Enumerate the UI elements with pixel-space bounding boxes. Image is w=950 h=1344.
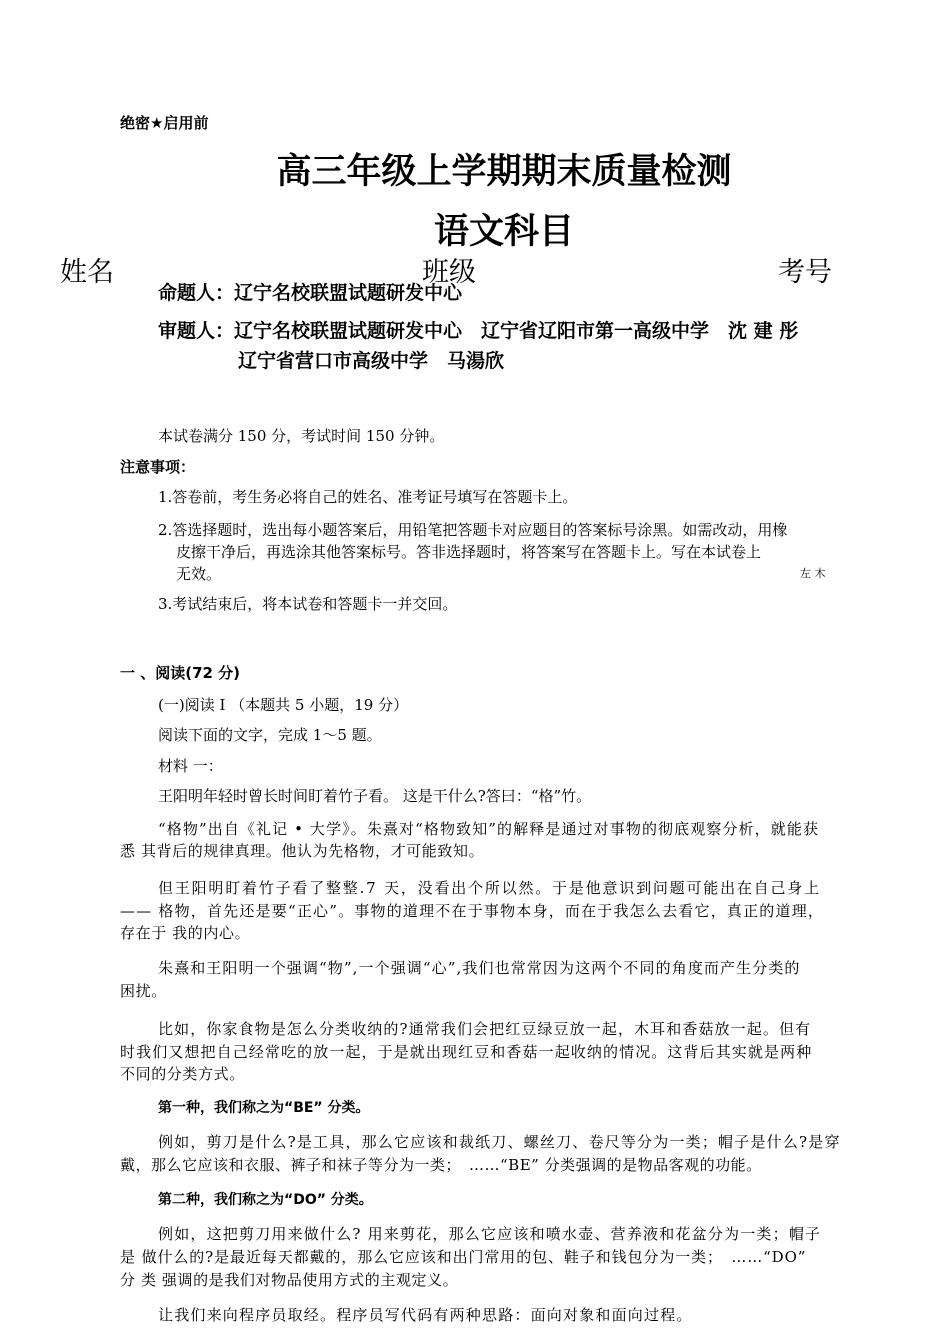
name-label: 姓名 [60,257,114,288]
paragraph-line: 不同的分类方式。 [120,1065,245,1083]
reviewer-line: 审题人：辽宁名校联盟试题研发中心 辽宁省辽阳市第一高级中学 沈 建 彤 [158,320,799,342]
paragraph-line: 朱熹和王阳明一个强调“物”,一个强调“心”,我们也常常因为这两个不同的角度而产生分类的 [158,959,801,977]
paragraph-line: 但王阳明盯着竹子看了整整.7 天，没看出个所以然。于是他意识到问题可能出在自己身上 [158,879,821,897]
exam-title: 高三年级上学期期末质量检测 [276,151,732,192]
paragraph-line: 例如，剪刀是什么?是工具，那么它应该和裁纸刀、螺丝刀、卷尺等分为一类；帽子是什么?是穿 [158,1133,841,1151]
secret-mark: 绝密★启用前 [120,114,209,132]
notice-item-3: 3.考试结束后，将本试卷和答题卡一并交回。 [158,595,458,613]
paragraph-line: 王阳明年轻时曾长时间盯着竹子看。 这是干什么?答曰：“格”竹。 [158,787,592,805]
instruction: 阅读下面的文字，完成 1～5 题。 [158,726,382,744]
paragraph-line: “格物”出自《礼记 • 大学》。朱熹对“格物致知”的解释是通过对事物的彻底观察分析，就能获 [158,820,820,838]
score-time-note: 本试卷满分 150 分，考试时间 150 分钟。 [158,427,445,445]
paragraph-line: 例如，这把剪刀用来做什么? 用来剪花，那么它应该和喷水壶、营养液和花盆分为一类；帽子 [158,1225,822,1243]
paragraph-line: 戴，那么它应该和衣服、裤子和袜子等分为一类； ……“BE” 分类强调的是物品客观的功能。 [120,1156,762,1174]
author-line: 命题人：辽宁名校联盟试题研发中心 [158,282,463,304]
category-heading-do: 第二种，我们称之为“DO” 分类。 [158,1192,373,1208]
paragraph-line: 困扰。 [120,982,167,1000]
paragraph-line: —— 格物，首先还是要“正心”。事物的道理不在于事物本身，而在于我怎么去看它，真正的道理， [120,902,825,920]
material-label: 材料 一： [158,757,223,775]
sub-heading: (一)阅读 I （本题共 5 小题，19 分） [158,696,409,714]
paragraph-line: 时我们又想把自己经常吃的放一起，于是就出现红豆和香菇一起收纳的情况。这背后其实就是两种 [120,1043,813,1061]
subject-title: 语文科目 [433,211,574,252]
notice-title: 注意事项： [120,458,196,476]
notice-item-2-cont: 皮擦干净后，再选涂其他答案标号。答非选择题时，将答案写在答题卡上。写在本试卷上 [176,543,762,561]
notice-item-2: 2.答选择题时，选出每小题答案后，用铅笔把答题卡对应题目的答案标号涂黑。如需改动，用橡 [158,521,788,539]
paragraph-line: 存在于 我的内心。 [120,924,251,942]
category-heading-be: 第一种，我们称之为“BE” 分类。 [158,1100,370,1116]
section-heading: 一 、阅读(72 分) [120,664,241,682]
paragraph-line: 比如，你家食物是怎么分类收纳的?通常我们会把红豆绿豆放一起，木耳和香菇放一起。但有 [158,1020,812,1038]
class-label: 班级 [422,257,476,288]
reviewer-line-cont: 辽宁省营口市高级中学 马湯欣 [238,350,505,372]
paragraph-line: 分 类 强调的是我们对物品使用方式的主观定义。 [120,1271,459,1289]
notice-item-2-end: 无效。 [176,565,222,583]
paragraph-line: 悉 其背后的规律真理。他认为先格物，才可能致知。 [120,842,485,860]
paragraph-line: 让我们来向程序员取经。程序员写代码有两种思路：面向对象和面向过程。 [158,1306,693,1324]
exam-number-label: 考号 [778,257,832,288]
notice-item-1: 1.答卷前，考生务必将自己的姓名、准考证号填写在答题卡上。 [158,488,578,506]
paragraph-line: 是 做什么的?是最近每天都戴的，那么它应该和出门常用的包、鞋子和钱包分为一类； ……“DO” [120,1248,807,1266]
stray-mark: 左 木 [800,567,826,580]
